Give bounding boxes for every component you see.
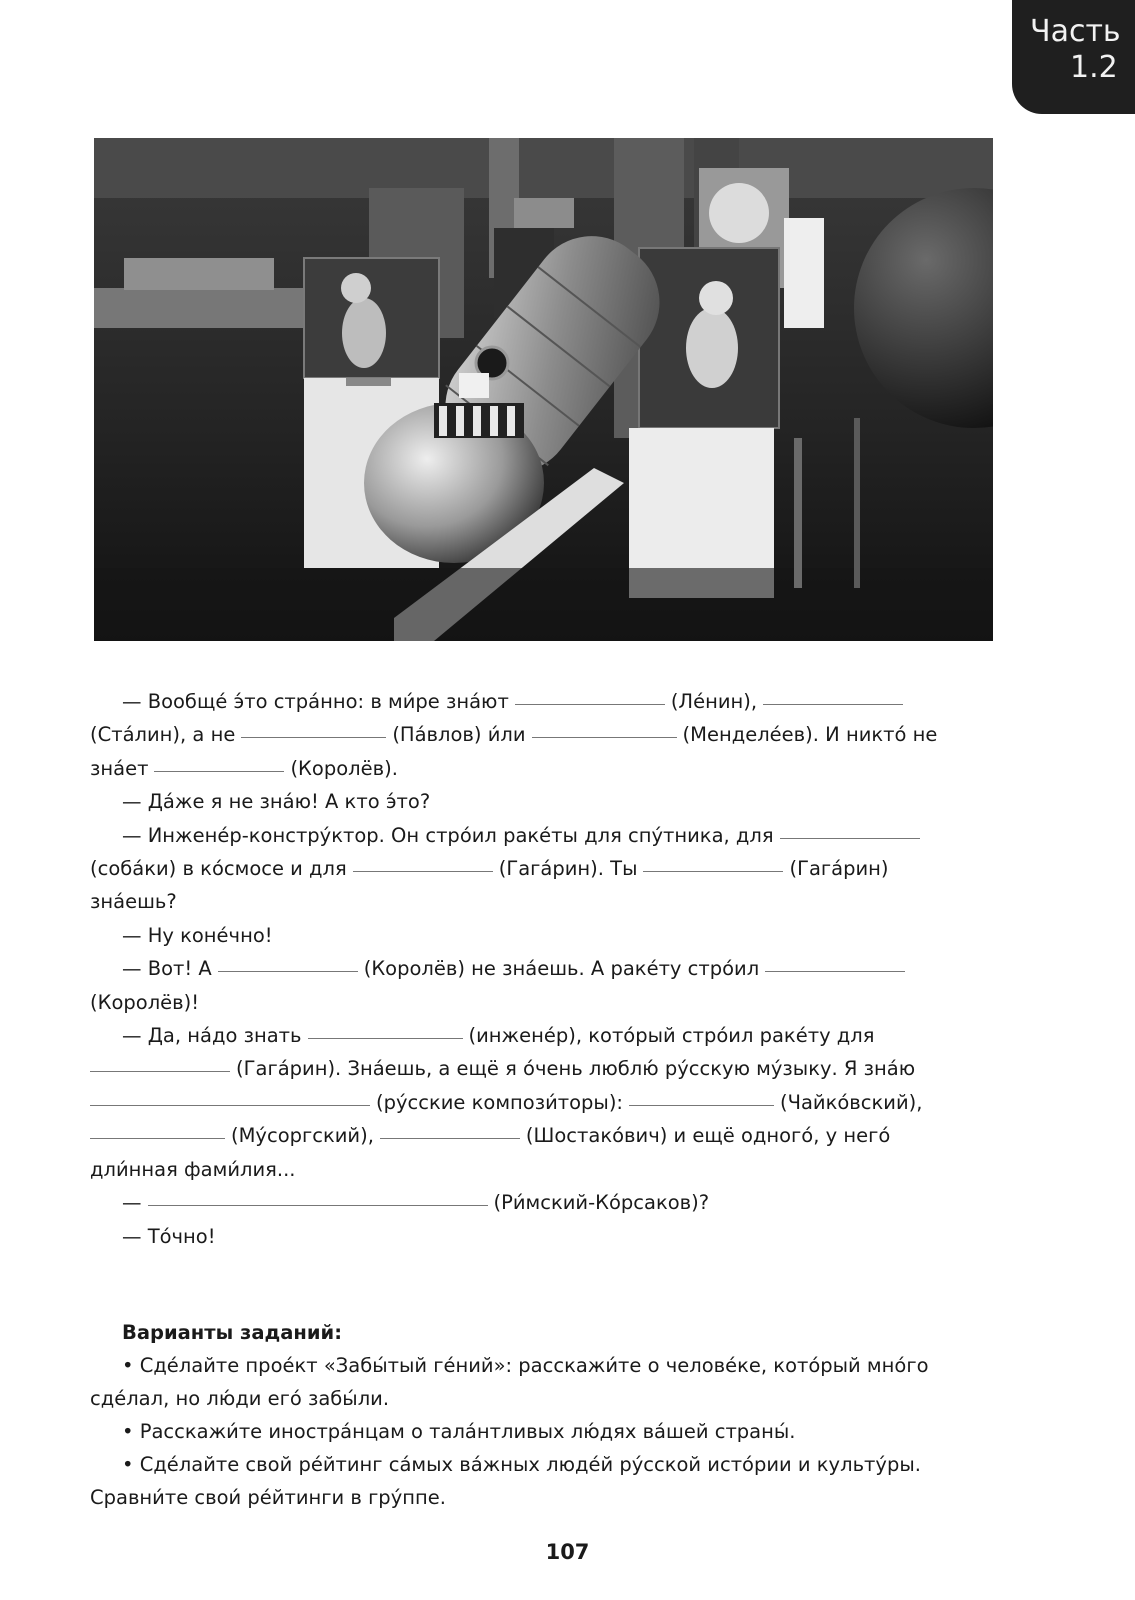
dialogue-line bbox=[90, 1052, 998, 1085]
dialogue-text-segment: (соба́ки) в ко́смосе и для bbox=[90, 857, 347, 881]
dialogue-text-segment: (Королёв). bbox=[290, 756, 398, 780]
dialogue-line bbox=[90, 1119, 998, 1152]
answer-blank[interactable] bbox=[308, 1037, 463, 1039]
answer-blank[interactable] bbox=[780, 837, 920, 839]
part-tab-label: Часть bbox=[1030, 14, 1121, 49]
dialogue-text-segment: (Королёв) не зна́ешь. А раке́ту стро́ил bbox=[363, 957, 760, 981]
dialogue-text-segment: (Му́соргский), bbox=[231, 1124, 374, 1148]
dialogue-line bbox=[90, 819, 998, 852]
museum-photo bbox=[94, 138, 993, 641]
dialogue-text-segment: — Вот! А bbox=[122, 957, 212, 981]
dialogue-line bbox=[90, 852, 998, 885]
dialogue-line: — Да́же я не зна́ю! А кто э́то? bbox=[122, 790, 431, 814]
dialogue-text-segment: (ру́сские компози́торы): bbox=[376, 1090, 623, 1114]
dialogue-text-segment: (Ле́нин), bbox=[670, 690, 758, 713]
answer-blank[interactable] bbox=[765, 970, 905, 972]
task-options-heading: Варианты заданий: bbox=[122, 1321, 342, 1344]
dialogue-line bbox=[90, 1019, 998, 1052]
dialogue-text-segment: (Ри́мский-Ко́рсаков)? bbox=[493, 1191, 710, 1215]
part-tab-number: 1.2 bbox=[1070, 50, 1118, 85]
answer-blank[interactable] bbox=[90, 1137, 225, 1139]
answer-blank[interactable] bbox=[643, 870, 783, 872]
dialogue-text-segment: (инжене́р), кото́рый стро́ил раке́ту для bbox=[468, 1024, 875, 1048]
dialogue-text-segment: (Менделе́ев). И никто́ не bbox=[682, 723, 938, 747]
dialogue-text-segment: — Да, на́до знать bbox=[122, 1024, 302, 1048]
dialogue-text-segment: (Ста́лин), а не bbox=[90, 723, 236, 747]
answer-blank[interactable] bbox=[763, 703, 903, 705]
dialogue-line: — Ну коне́чно! bbox=[122, 923, 273, 947]
dialogue-text-segment: — Инжене́р-констру́ктор. Он стро́ил раке́ты для спу́тника, для bbox=[122, 823, 774, 847]
dialogue-line: зна́ешь? bbox=[90, 890, 177, 914]
task-item: • Сде́лайте прое́кт «Забы́тый ге́ний»: расскажи́те о челове́ке, кото́рый мно́го сде́лал, но лю́ди его́ забы́ли. bbox=[90, 1354, 929, 1410]
answer-blank[interactable] bbox=[241, 736, 386, 738]
dialogue-line: — То́чно! bbox=[122, 1224, 216, 1248]
dialogue-line bbox=[90, 685, 998, 718]
dialogue-text-segment: (Шостако́вич) и ещё одного́, у него́ bbox=[525, 1124, 891, 1148]
dialogue-text-segment: — bbox=[122, 1191, 142, 1215]
answer-blank[interactable] bbox=[629, 1104, 774, 1106]
answer-blank[interactable] bbox=[90, 1070, 230, 1072]
page-number: 107 bbox=[545, 1540, 590, 1564]
answer-blank[interactable] bbox=[515, 703, 665, 705]
dialogue-line bbox=[90, 1186, 998, 1219]
answer-blank[interactable] bbox=[532, 736, 677, 738]
answer-blank[interactable] bbox=[380, 1137, 520, 1139]
answer-blank[interactable] bbox=[154, 770, 284, 772]
dialogue-text-segment: (Па́влов) и́ли bbox=[392, 723, 526, 747]
museum-photo-image bbox=[94, 138, 993, 641]
dialogue-line bbox=[90, 952, 998, 985]
answer-blank[interactable] bbox=[148, 1204, 488, 1206]
task-item: • Сде́лайте свой ре́йтинг са́мых ва́жных люде́й ру́сской исто́рии и культу́ры. Сравни́те свои́ ре́йтинги в гру́ппе. bbox=[90, 1453, 921, 1509]
dialogue-line bbox=[90, 1086, 998, 1119]
dialogue-text-segment: (Гага́рин) bbox=[789, 857, 889, 881]
part-tab bbox=[1012, 0, 1135, 114]
task-options bbox=[90, 1316, 998, 1514]
dialogue-text-segment: (Гага́рин). Ты bbox=[498, 857, 638, 881]
dialogue-text-segment: зна́ет bbox=[90, 756, 149, 780]
answer-blank[interactable] bbox=[218, 970, 358, 972]
dialogue-text bbox=[90, 685, 998, 1253]
dialogue-text-segment: (Гага́рин). Зна́ешь, а ещё я о́чень люблю́ ру́сскую му́зыку. Я зна́ю bbox=[236, 1057, 916, 1081]
dialogue-line bbox=[90, 752, 998, 785]
dialogue-text-segment: (Чайко́вский), bbox=[780, 1090, 923, 1114]
dialogue-line: дли́нная фами́лия... bbox=[90, 1157, 296, 1181]
dialogue-line bbox=[90, 718, 998, 751]
dialogue-line: (Королёв)! bbox=[90, 990, 200, 1014]
answer-blank[interactable] bbox=[353, 870, 493, 872]
task-item: • Расскажи́те иностра́нцам о тала́нтливых лю́дях ва́шей страны́. bbox=[122, 1420, 796, 1443]
dialogue-text-segment: — Вообще́ э́то стра́нно: в ми́ре зна́ют bbox=[122, 690, 509, 713]
answer-blank[interactable] bbox=[90, 1104, 370, 1106]
